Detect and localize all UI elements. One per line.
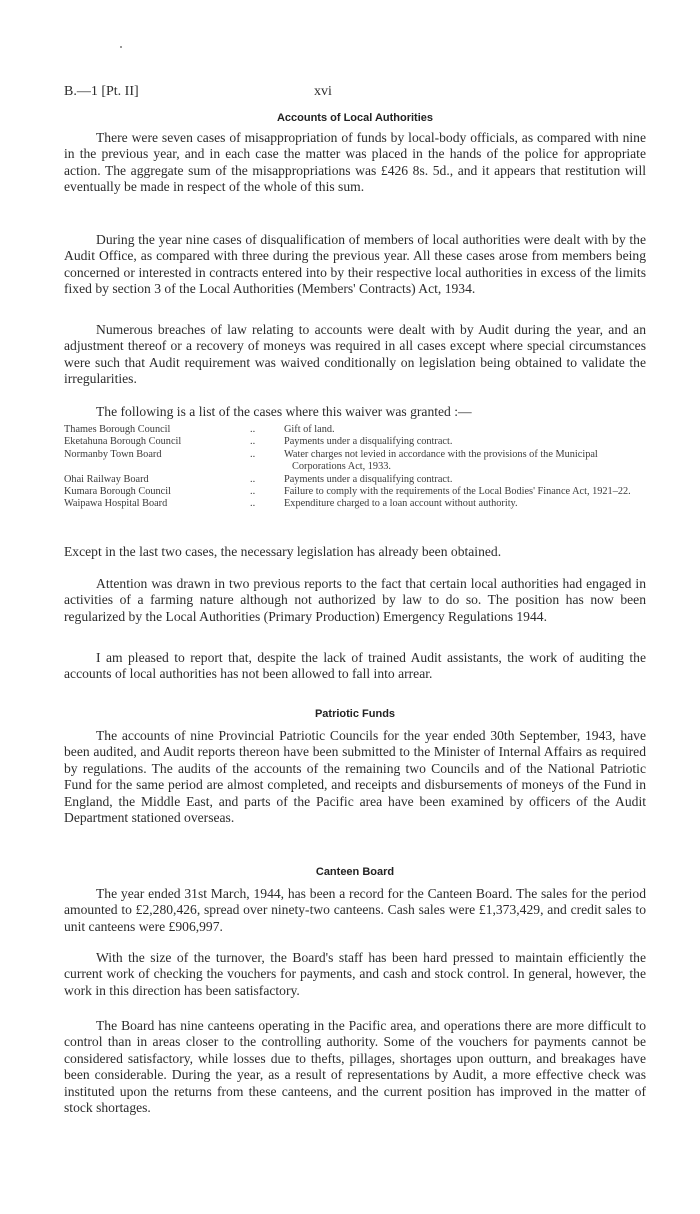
page-speck xyxy=(120,46,122,48)
table-row xyxy=(64,436,646,448)
paragraph-audit-assistants: I am pleased to report that, despite the lack of trained Audit assistants, the work of auditing the accounts of local authorities has not been allowed to fall into arrear. xyxy=(64,650,646,682)
local-body-name: Waipawa Hospital Board xyxy=(64,498,168,510)
paragraph-pacific-canteens: The Board has nine canteens operating in the Pacific area, and operations there are more difficult to control than in areas closer to the controlling authority. Some of the vouchers for payments cannot be considered satisfactory, while losses due to thefts, pillages, shortages upon outturn, and breakages have been considerable. During the year, as a result of representations by Audit, a more effective check was instituted upon the returns from these canteens, and the current position has improved in the matter of stock shortages. xyxy=(64,1018,646,1116)
table-row xyxy=(64,424,646,436)
paragraph-farming-activities: Attention was drawn in two previous reports to the fact that certain local authorities had engaged in activities of a farming nature although not authorized by law to do so. The position has now been regularized by the Local Authorities (Primary Production) Emergency Regulations 1944. xyxy=(64,576,646,624)
waiver-cases-table xyxy=(64,424,646,511)
case-description: Water charges not levied in accordance with the provisions of the Municipal Corporations Act, 1933. xyxy=(284,448,598,473)
paragraph-misappropriation: There were seven cases of misappropriation of funds by local-body officials, as compared with nine in the previous year, and in each case the matter was placed in the hands of the police for appropriate action. The aggregate sum of the misappropriations was £426 8s. 5d., and it appears that restitution will eventually be made in respect of the whole of this sum. xyxy=(64,130,646,195)
local-body-name: Ohai Railway Board xyxy=(64,473,149,485)
table-row xyxy=(64,498,646,510)
parliamentary-paper-reference: B.—1 [Pt. II] xyxy=(64,84,139,99)
leader-dots: .. xyxy=(250,473,256,485)
leader-dots: .. xyxy=(250,448,256,460)
leader-dots: .. xyxy=(250,498,256,510)
local-body-name: Kumara Borough Council xyxy=(64,486,171,498)
case-description: Expenditure charged to a loan account without authority. xyxy=(284,498,518,510)
heading-canteen-board: Canteen Board xyxy=(315,866,395,878)
paragraph-legislation-obtained: Except in the last two cases, the necessary legislation has already been obtained. xyxy=(64,544,502,559)
table-row xyxy=(64,486,646,498)
heading-patriotic-funds: Patriotic Funds xyxy=(314,708,396,720)
paragraph-breaches-of-law: Numerous breaches of law relating to accounts were dealt with by Audit during the year, and an adjustment thereof or a recovery of moneys was required in all cases except where special circumstances were such that Audit requirement was waived conditionally on legislation being obtained to validate the irregularities. xyxy=(64,322,646,387)
case-description: Failure to comply with the requirements of the Local Bodies' Finance Act, 1921–22. xyxy=(284,486,631,498)
local-body-name: Thames Borough Council xyxy=(64,424,171,435)
table-row xyxy=(64,474,646,486)
case-description: Payments under a disqualifying contract. xyxy=(284,473,453,485)
leader-dots: .. xyxy=(250,436,256,448)
page-number: xvi xyxy=(314,84,332,99)
paragraph-canteen-sales: The year ended 31st March, 1944, has been a record for the Canteen Board. The sales for the period amounted to £2,280,426, spread over ninety-two canteens. Cash sales were £1,373,429, and credit sales to unit canteens were £906,997. xyxy=(64,886,646,934)
leader-dots: .. xyxy=(250,424,256,435)
page-header xyxy=(64,84,646,104)
local-body-name: Eketahuna Borough Council xyxy=(64,436,182,448)
table-row xyxy=(64,449,646,474)
paragraph-disqualification: During the year nine cases of disqualification of members of local authorities were dealt with by the Audit Office, as compared with three during the previous year. All these cases arose from members being concerned or interested in contracts entered into by their respective local authorities in excess of the limits fixed by section 3 of the Local Authorities (Members' Contracts) Act, 1934. xyxy=(64,232,646,297)
leader-dots: .. xyxy=(250,486,256,498)
paragraph-board-staff: With the size of the turnover, the Board's staff has been hard pressed to maintain efficiently the current work of checking the vouchers for payments, and cash and stock control. In general, however, the work in this direction has been satisfactory. xyxy=(64,950,646,998)
local-body-name: Normanby Town Board xyxy=(64,448,162,460)
paragraph-patriotic-councils: The accounts of nine Provincial Patriotic Councils for the year ended 30th September, 1943, have been audited, and Audit reports thereon have been submitted to the Minister of Internal Affairs as required by regulations. The audits of the accounts of the remaining two Councils and of the National Patriotic Fund for the same period are almost completed, and receipts and disbursements of moneys of the Fund in England, the Middle East, and parts of the Pacific area have been examined by officers of the Audit Department stationed overseas. xyxy=(64,728,646,826)
paragraph-waiver-list-intro: The following is a list of the cases where this waiver was granted :— xyxy=(96,404,472,419)
case-description: Payments under a disqualifying contract. xyxy=(284,436,453,448)
heading-local-authorities: Accounts of Local Authorities xyxy=(276,112,434,124)
case-description: Gift of land. xyxy=(284,424,335,435)
